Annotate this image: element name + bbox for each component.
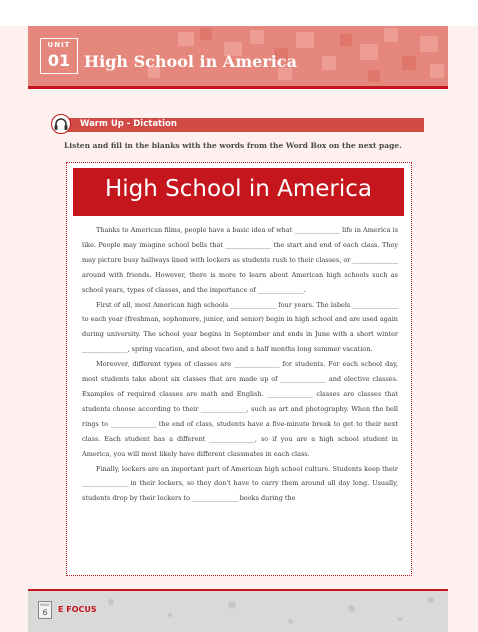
unit-badge (40, 38, 78, 74)
unit-title: High School in America (84, 52, 297, 71)
paragraph-text: . (303, 285, 306, 294)
brand-name: E FOCUS (58, 605, 97, 614)
fill-in-blank[interactable]: ______________ (200, 404, 247, 413)
fill-in-blank[interactable]: ______________ (352, 300, 398, 309)
page-indicator (38, 601, 52, 619)
instruction-text: Listen and fill in the blanks with the words from the Word Box on the next page. (64, 141, 402, 150)
article-paragraph (82, 298, 398, 358)
headphones-icon[interactable] (51, 114, 71, 134)
fill-in-blank[interactable]: ______________ (267, 389, 313, 398)
unit-number: 01 (47, 51, 71, 70)
fill-in-blank[interactable]: ______________ (230, 300, 276, 309)
page-number: 6 (42, 608, 48, 617)
paragraph-text: Finally, lockers are an important part of American high school culture. Students keep their (96, 464, 398, 473)
paragraph-text: the start and end of each class. They may picture busy hallways lined with lockers as students rush to their classes, or (82, 240, 398, 264)
section-bar (60, 118, 424, 132)
fill-in-blank[interactable]: ______________ (110, 419, 157, 428)
paragraph-text: Moreover, different types of classes are (96, 360, 235, 369)
paragraph-text: in their lockers, so they don't have to carry them around all day long. Usually, students drop by their lockers to (82, 479, 398, 503)
fill-in-blank[interactable]: ______________ (82, 345, 128, 354)
fill-in-blank[interactable]: ______________ (82, 479, 128, 488)
unit-label: UNIT (47, 41, 71, 49)
fill-in-blank[interactable]: ______________ (234, 360, 280, 369)
article-paragraph (82, 357, 398, 461)
fill-in-blank[interactable]: ______________ (257, 285, 304, 294)
paragraph-text: , so if you are a high school student in America, you will most likely have different classmates in each class. (82, 434, 398, 458)
paragraph-text: to each year (freshman, sophomore, junior, and senior) begin in high school and are used again during university. The school year begins in September and ends in June with a short winter (82, 315, 398, 339)
paragraph-text: life in America is like. People may imagine school bells that (82, 226, 398, 249)
page-label: PAGE (40, 603, 50, 607)
paragraph-text: , such as art and photography. When the bell rings to (82, 404, 398, 428)
paragraph-text: books during the (237, 494, 296, 503)
fill-in-blank[interactable]: ______________ (225, 240, 272, 249)
article-title: High School in America (105, 176, 372, 202)
paragraph-text: for students. For each school day, most students take about six classes that are made up of (82, 360, 398, 384)
paragraph-text: around with friends. However, there is more to learn about American high schools such as school years, types of classes, and the importance of (82, 270, 398, 294)
fill-in-blank[interactable]: ______________ (280, 375, 326, 384)
fill-in-blank[interactable]: ______________ (192, 494, 238, 503)
paragraph-text: and elective classes. Examples of required classes are math and English. (82, 375, 398, 398)
article-body (82, 223, 398, 573)
header-underline (28, 86, 448, 89)
section-label: Warm Up - Dictation (80, 119, 177, 129)
article-title-banner (73, 168, 404, 216)
paragraph-text: classes are classes that students choose according to their (82, 389, 398, 413)
article-paragraph (82, 462, 398, 507)
footer (28, 591, 448, 632)
paragraph-text: , spring vacation, and about two and a half months long summer vacation. (127, 345, 373, 354)
paragraph-text: Thanks to American films, people have a basic idea of what (96, 226, 295, 234)
top-margin (0, 0, 478, 26)
fill-in-blank[interactable]: ______________ (294, 226, 340, 234)
paragraph-text: First of all, most American high schools (96, 300, 231, 309)
fill-in-blank[interactable]: ______________ (352, 255, 398, 264)
fill-in-blank[interactable]: ______________ (209, 434, 255, 443)
paragraph-text: the end of class, students have a five-minute break to get to their next class. Each student has a different (82, 419, 398, 443)
paragraph-text: four years. The labels (275, 300, 353, 309)
article-paragraph (82, 223, 398, 298)
